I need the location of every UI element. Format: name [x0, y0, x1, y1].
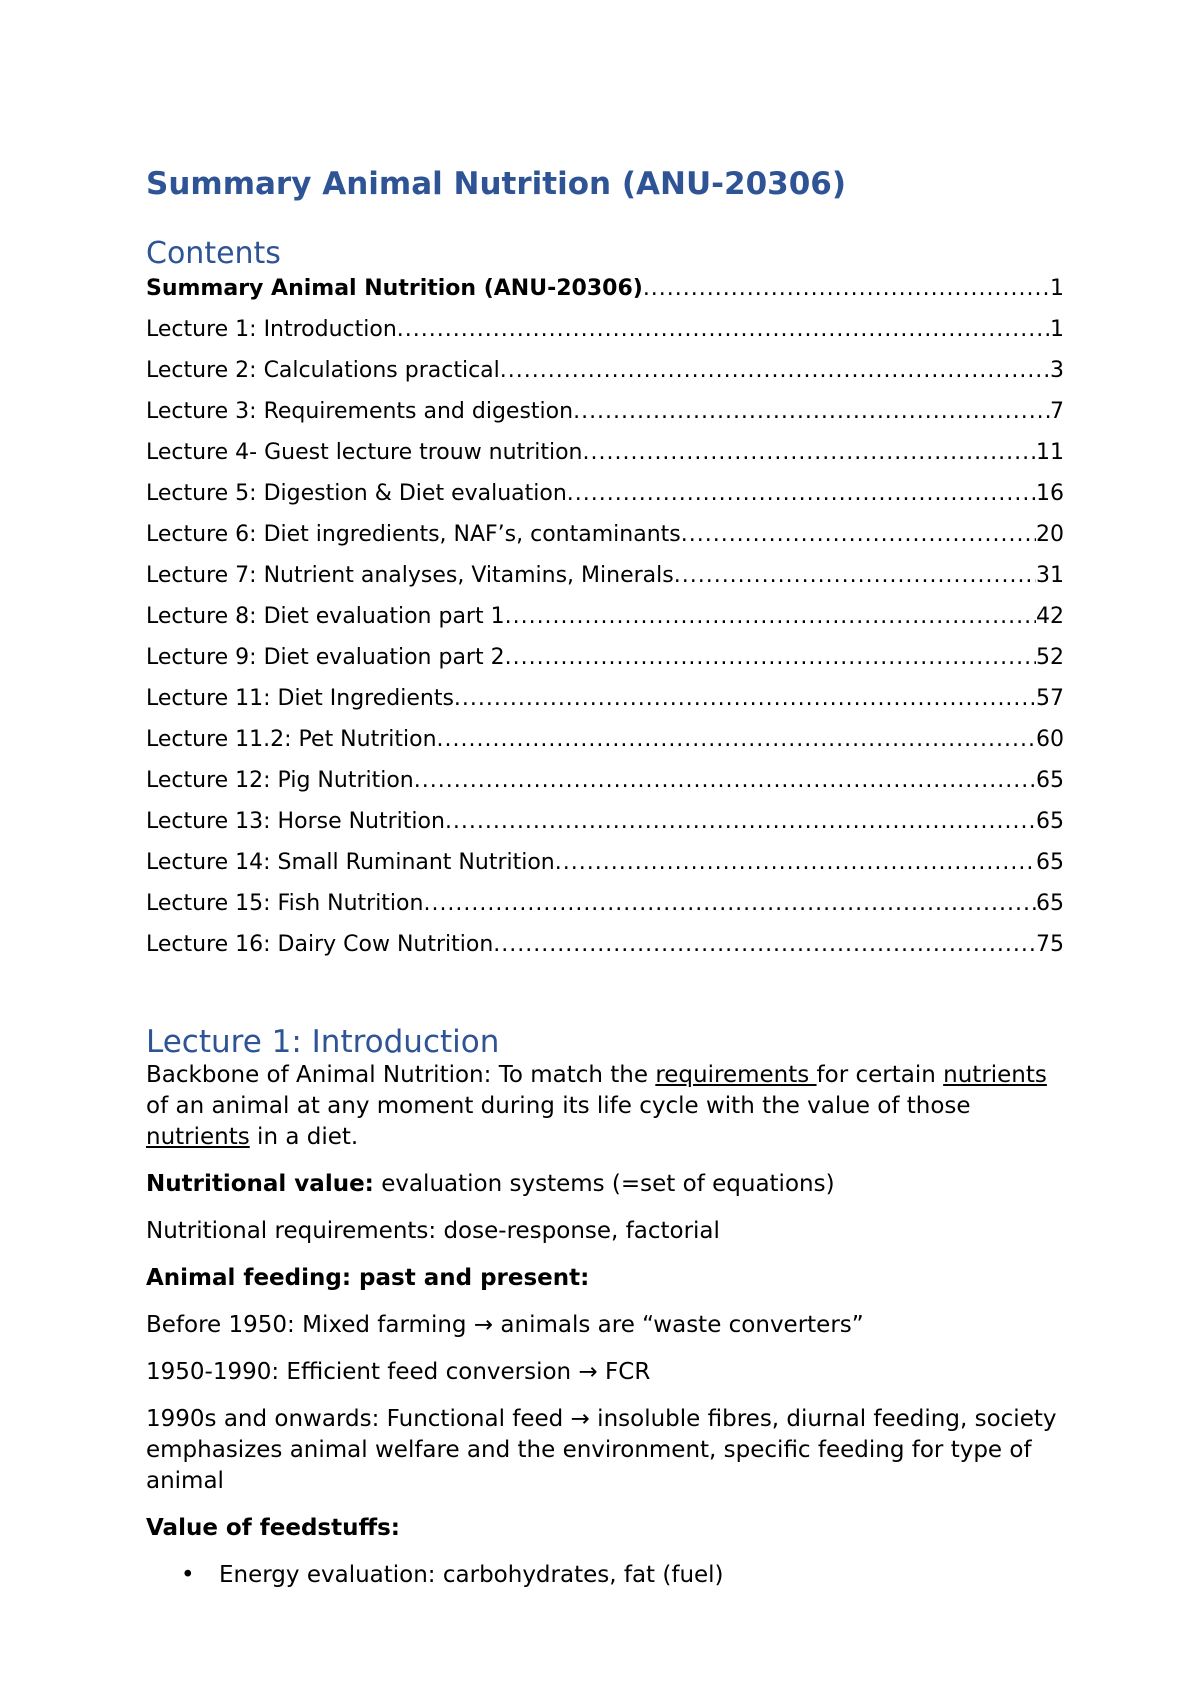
toc-entry-page: 75: [1036, 932, 1064, 957]
toc-entry[interactable]: [146, 514, 1064, 555]
toc-entry-page: 3: [1050, 358, 1064, 383]
toc-entry-page: 57: [1036, 686, 1064, 711]
toc-leader-dots: [500, 350, 1050, 391]
toc-entry-page: 11: [1036, 440, 1064, 465]
toc-entry-title: Lecture 4- Guest lecture trouw nutrition: [146, 440, 583, 465]
text-run: of an animal at any moment during its life cycle with the value of those: [146, 1093, 971, 1119]
text-run: for certain: [816, 1062, 944, 1088]
toc-entry-page: 65: [1036, 891, 1064, 916]
toc-leader-dots: [505, 637, 1036, 678]
underlined-requirements: requirements: [655, 1062, 817, 1088]
toc-entry-page: 42: [1036, 604, 1064, 629]
feeding-heading-text: Animal feeding: past and present:: [146, 1265, 590, 1291]
nutritional-value-label: Nutritional value:: [146, 1171, 374, 1197]
toc-entry-title: Lecture 1: Introduction: [146, 317, 397, 342]
toc-entry[interactable]: [146, 637, 1064, 678]
feeding-heading: [146, 1263, 1064, 1294]
toc-entry-page: 1: [1050, 276, 1064, 301]
list-item: [181, 1560, 1064, 1591]
toc-entry-title: Lecture 7: Nutrient analyses, Vitamins, Minerals: [146, 563, 674, 588]
toc-entry[interactable]: [146, 801, 1064, 842]
text-run: Before 1950: Mixed farming: [146, 1312, 474, 1338]
toc-entry-title: Lecture 15: Fish Nutrition: [146, 891, 424, 916]
toc-entry-title: Lecture 2: Calculations practical: [146, 358, 500, 383]
document-title: Summary Animal Nutrition (ANU-20306): [146, 166, 847, 202]
toc-entry[interactable]: [146, 842, 1064, 883]
text-run: FCR: [597, 1359, 651, 1385]
toc-leader-dots: [505, 596, 1036, 637]
toc-entry-title: Lecture 14: Small Ruminant Nutrition: [146, 850, 555, 875]
toc-entry[interactable]: [146, 309, 1064, 350]
backbone-paragraph: [146, 1060, 1064, 1153]
toc-entry-title: Lecture 16: Dairy Cow Nutrition: [146, 932, 494, 957]
text-run: insoluble fibres, diurnal feeding, society emphasizes animal welfare and the environment, specific feeding for type of animal: [146, 1406, 1057, 1494]
feedstuff-value-list: [146, 1560, 1064, 1591]
toc-entry[interactable]: [146, 924, 1064, 965]
toc-entry-page: 52: [1036, 645, 1064, 670]
toc-entry-page: 1: [1050, 317, 1064, 342]
arrow-right-icon: →: [473, 1312, 494, 1338]
text-run: 1950-1990: Efficient feed conversion: [146, 1359, 579, 1385]
toc-entry-page: 65: [1036, 809, 1064, 834]
text-run: 1990s and onwards: Functional feed: [146, 1406, 571, 1432]
toc-entry[interactable]: [146, 268, 1064, 309]
toc-entry-title: Lecture 11.2: Pet Nutrition: [146, 727, 437, 752]
toc-entry-title: Lecture 3: Requirements and digestion: [146, 399, 574, 424]
toc-leader-dots: [567, 473, 1036, 514]
section-heading-lecture-1: Lecture 1: Introduction: [146, 1024, 500, 1060]
underlined-nutrients: nutrients: [146, 1124, 250, 1150]
toc-entry-title: Lecture 6: Diet ingredients, NAF’s, contaminants: [146, 522, 681, 547]
toc-entry-title: Lecture 11: Diet Ingredients: [146, 686, 454, 711]
text-run: animals are “waste converters”: [493, 1312, 864, 1338]
toc-leader-dots: [414, 760, 1036, 801]
table-of-contents: [146, 268, 1064, 965]
toc-entry-page: 60: [1036, 727, 1064, 752]
toc-entry-page: 16: [1036, 481, 1064, 506]
toc-entry-title: Summary Animal Nutrition (ANU-20306): [146, 276, 643, 301]
toc-entry-page: 20: [1036, 522, 1064, 547]
toc-heading: Contents: [146, 236, 281, 271]
toc-leader-dots: [397, 309, 1050, 350]
value-heading-text: Value of feedstuffs:: [146, 1515, 400, 1541]
toc-entry[interactable]: [146, 555, 1064, 596]
toc-entry-title: Lecture 8: Diet evaluation part 1: [146, 604, 505, 629]
before-1950-paragraph: [146, 1310, 1064, 1341]
toc-leader-dots: [437, 719, 1036, 760]
toc-entry[interactable]: [146, 596, 1064, 637]
toc-entry-page: 65: [1036, 850, 1064, 875]
toc-leader-dots: [573, 391, 1050, 432]
toc-entry-title: Lecture 9: Diet evaluation part 2: [146, 645, 505, 670]
toc-leader-dots: [493, 924, 1036, 965]
nutritional-value-paragraph: [146, 1169, 1064, 1200]
toc-entry-title: Lecture 5: Digestion & Diet evaluation: [146, 481, 567, 506]
toc-entry-page: 65: [1036, 768, 1064, 793]
toc-entry-title: Lecture 13: Horse Nutrition: [146, 809, 445, 834]
toc-leader-dots: [583, 432, 1037, 473]
arrow-right-icon: →: [578, 1359, 598, 1385]
nutritional-value-text: evaluation systems (=set of equations): [373, 1171, 835, 1197]
toc-entry-page: 7: [1050, 399, 1064, 424]
toc-entry[interactable]: [146, 719, 1064, 760]
toc-entry[interactable]: [146, 883, 1064, 924]
toc-leader-dots: [454, 678, 1036, 719]
toc-entry[interactable]: [146, 678, 1064, 719]
arrow-right-icon: →: [570, 1406, 590, 1432]
toc-entry-page: 31: [1036, 563, 1064, 588]
toc-leader-dots: [643, 268, 1050, 309]
period-1950-1990-paragraph: [146, 1357, 1064, 1388]
requirements-paragraph: Nutritional requirements: dose-response, factorial: [146, 1218, 720, 1244]
toc-entry[interactable]: [146, 391, 1064, 432]
toc-entry[interactable]: [146, 473, 1064, 514]
value-heading: [146, 1513, 1064, 1544]
toc-leader-dots: [674, 555, 1036, 596]
list-item-text: Energy evaluation: carbohydrates, fat (fuel): [219, 1562, 724, 1588]
underlined-nutrients: nutrients: [943, 1062, 1047, 1088]
text-run: Backbone of Animal Nutrition: To match the: [146, 1062, 656, 1088]
section-body: [146, 1060, 1064, 1591]
toc-leader-dots: [445, 801, 1036, 842]
toc-entry[interactable]: [146, 432, 1064, 473]
period-1990s-paragraph: [146, 1404, 1064, 1497]
toc-leader-dots: [423, 883, 1036, 924]
toc-leader-dots: [681, 514, 1036, 555]
toc-entry[interactable]: [146, 350, 1064, 391]
bullet-icon: •: [181, 1562, 195, 1588]
toc-entry-title: Lecture 12: Pig Nutrition: [146, 768, 414, 793]
text-run: in a diet.: [249, 1124, 359, 1150]
toc-entry[interactable]: [146, 760, 1064, 801]
toc-leader-dots: [555, 842, 1036, 883]
